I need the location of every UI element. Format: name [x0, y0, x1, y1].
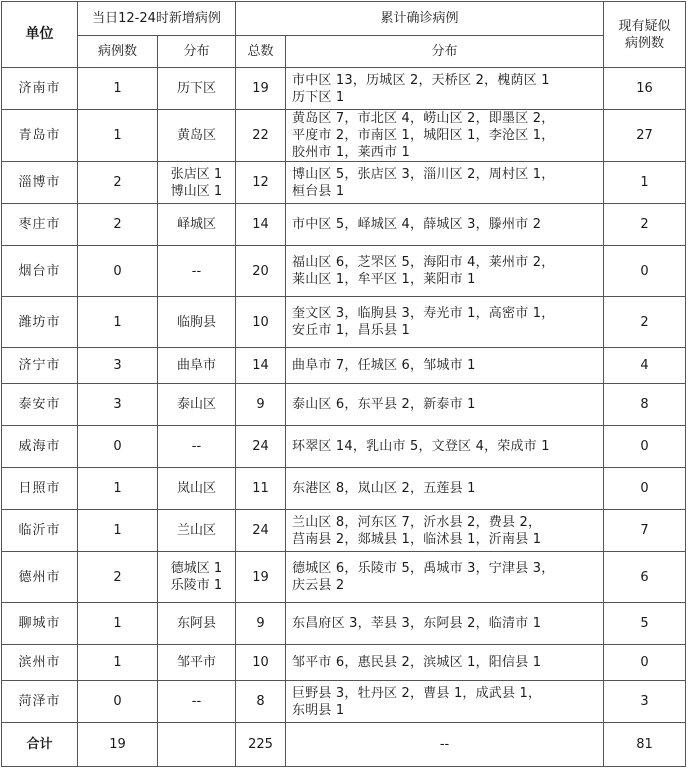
cell-suspected: 1	[604, 162, 686, 204]
cell-total: 14	[236, 204, 286, 246]
cell-new-count: 1	[78, 510, 158, 552]
distribution-line: 安丘市 1，昌乐县 1	[292, 323, 411, 338]
cell-suspected: 0	[604, 246, 686, 297]
cell-city: 淄博市	[2, 162, 78, 204]
new-distribution-line: --	[191, 439, 202, 454]
cell-suspected: 7	[604, 510, 686, 552]
cell-new-count: 1	[78, 468, 158, 510]
table-row	[2, 645, 686, 681]
distribution-line: 博山区 5，张店区 3，淄川区 2，周村区 1，	[292, 166, 555, 182]
header-cumulative-total: 总数	[236, 36, 286, 68]
cell-distribution	[286, 68, 604, 110]
cell-suspected: 0	[604, 426, 686, 468]
table-row	[2, 246, 686, 297]
header-suspected-line1: 现有疑似	[618, 18, 671, 34]
cell-city: 临沂市	[2, 510, 78, 552]
cell-distribution	[286, 384, 604, 426]
cell-city: 聊城市	[2, 603, 78, 645]
new-distribution-line: 东阿县	[176, 616, 216, 631]
cell-suspected: 2	[604, 204, 686, 246]
totals-new-count: 19	[78, 723, 158, 767]
distribution-line: 德城区 6，乐陵市 5，禹城市 3，宁津县 3，	[292, 561, 555, 576]
table-row	[2, 348, 686, 384]
cell-total: 9	[236, 603, 286, 645]
new-distribution-line: 兰山区	[176, 523, 216, 538]
totals-row	[2, 723, 686, 767]
cell-city: 日照市	[2, 468, 78, 510]
cell-distribution	[286, 510, 604, 552]
cell-new-distribution	[158, 510, 236, 552]
cell-new-count: 2	[78, 162, 158, 204]
cell-new-count: 0	[78, 246, 158, 297]
cell-suspected: 0	[604, 468, 686, 510]
new-distribution-line: 德城区 1	[170, 561, 223, 576]
cell-distribution	[286, 297, 604, 348]
cell-city: 青岛市	[2, 110, 78, 162]
cell-distribution	[286, 468, 604, 510]
cell-distribution	[286, 681, 604, 723]
cell-new-count: 1	[78, 68, 158, 110]
distribution-line: 桓台县 1	[292, 183, 345, 199]
cell-suspected: 2	[604, 297, 686, 348]
cell-total: 24	[236, 510, 286, 552]
cell-total: 14	[236, 348, 286, 384]
cell-new-distribution	[158, 468, 236, 510]
cell-suspected: 6	[604, 552, 686, 603]
distribution-line: 东明县 1	[292, 702, 345, 718]
table-row	[2, 603, 686, 645]
table-row	[2, 204, 686, 246]
new-distribution-line: --	[191, 694, 202, 709]
case-table-container	[1, 1, 686, 767]
cell-city: 济南市	[2, 68, 78, 110]
cell-distribution	[286, 348, 604, 384]
cell-new-distribution	[158, 603, 236, 645]
header-new-cases-group: 当日12-24时新增病例	[78, 2, 236, 36]
distribution-line: 巨野县 3，牡丹区 2，曹县 1，成武县 1，	[292, 685, 542, 701]
case-statistics-table	[1, 1, 686, 767]
cell-total: 8	[236, 681, 286, 723]
cell-total: 20	[236, 246, 286, 297]
cell-city: 济宁市	[2, 348, 78, 384]
cell-city: 烟台市	[2, 246, 78, 297]
cell-new-distribution	[158, 297, 236, 348]
distribution-line: 邹平市 6，惠民县 2，滨城区 1，阳信县 1	[292, 655, 542, 670]
cell-new-distribution	[158, 552, 236, 603]
distribution-line: 平度市 2，市南区 1，城阳区 1，李沧区 1，	[292, 128, 555, 143]
cell-distribution	[286, 162, 604, 204]
table-row	[2, 552, 686, 603]
cell-new-distribution	[158, 645, 236, 681]
cell-new-count: 2	[78, 204, 158, 246]
cell-city: 潍坊市	[2, 297, 78, 348]
distribution-line: 福山区 6，芝罘区 5，海阳市 4，莱州市 2，	[292, 255, 555, 270]
cell-new-count: 3	[78, 384, 158, 426]
cell-new-count: 0	[78, 426, 158, 468]
new-distribution-line: 临朐县	[176, 314, 216, 330]
cell-distribution	[286, 426, 604, 468]
header-suspected	[604, 2, 686, 68]
cell-total: 11	[236, 468, 286, 510]
cell-new-distribution	[158, 246, 236, 297]
table-row	[2, 426, 686, 468]
cell-distribution	[286, 552, 604, 603]
cell-city: 威海市	[2, 426, 78, 468]
distribution-line: 黄岛区 7，市北区 4，崂山区 2，即墨区 2，	[292, 111, 555, 126]
cell-new-distribution	[158, 348, 236, 384]
cell-total: 10	[236, 297, 286, 348]
header-cumulative-distribution: 分布	[286, 36, 604, 68]
cell-distribution	[286, 603, 604, 645]
cell-city: 泰安市	[2, 384, 78, 426]
distribution-line: 东昌府区 3，莘县 3，东阿县 2，临清市 1	[292, 616, 542, 631]
header-suspected-line2: 病例数	[625, 35, 665, 51]
distribution-line: 兰山区 8，河东区 7，沂水县 2，费县 2，	[292, 514, 542, 530]
cell-new-count: 3	[78, 348, 158, 384]
distribution-line: 胶州市 1，莱西市 1	[292, 145, 411, 160]
totals-distribution: --	[286, 723, 604, 767]
distribution-line: 泰山区 6，东平县 2，新泰市 1	[292, 397, 476, 412]
cell-suspected: 5	[604, 603, 686, 645]
cell-suspected: 16	[604, 68, 686, 110]
cell-distribution	[286, 246, 604, 297]
cell-new-distribution	[158, 204, 236, 246]
cell-new-distribution	[158, 68, 236, 110]
cell-suspected: 0	[604, 645, 686, 681]
cell-total: 22	[236, 110, 286, 162]
cell-new-distribution	[158, 162, 236, 204]
cell-suspected: 4	[604, 348, 686, 384]
new-distribution-line: 泰山区	[176, 397, 216, 412]
distribution-line: 庆云县 2	[292, 578, 345, 593]
new-distribution-line: 曲阜市	[176, 358, 216, 373]
cell-city: 枣庄市	[2, 204, 78, 246]
table-row	[2, 681, 686, 723]
new-distribution-line: --	[191, 263, 202, 279]
table-row	[2, 110, 686, 162]
totals-new-distribution	[158, 723, 236, 767]
totals-suspected: 81	[604, 723, 686, 767]
distribution-line: 市中区 5，峄城区 4，薛城区 3，滕州市 2	[292, 217, 542, 232]
cell-new-distribution	[158, 426, 236, 468]
totals-label: 合计	[2, 723, 78, 767]
table-body	[2, 68, 686, 723]
distribution-line: 历下区 1	[292, 89, 345, 105]
header-cumulative-group: 累计确诊病例	[236, 2, 604, 36]
table-row	[2, 468, 686, 510]
cell-new-distribution	[158, 384, 236, 426]
header-unit: 单位	[2, 2, 78, 68]
cell-city: 滨州市	[2, 645, 78, 681]
cell-distribution	[286, 110, 604, 162]
distribution-line: 东港区 8，岚山区 2，五莲县 1	[292, 481, 476, 496]
cell-distribution	[286, 204, 604, 246]
cell-total: 9	[236, 384, 286, 426]
cell-total: 19	[236, 552, 286, 603]
cell-new-count: 1	[78, 297, 158, 348]
distribution-line: 曲阜市 7，任城区 6，邹城市 1	[292, 358, 476, 373]
cell-total: 10	[236, 645, 286, 681]
new-distribution-line: 张店区 1	[170, 166, 223, 182]
cell-new-count: 1	[78, 645, 158, 681]
cell-new-count: 2	[78, 552, 158, 603]
cell-new-distribution	[158, 681, 236, 723]
new-distribution-line: 黄岛区	[176, 128, 216, 143]
cell-new-count: 1	[78, 110, 158, 162]
totals-total: 225	[236, 723, 286, 767]
cell-city: 菏泽市	[2, 681, 78, 723]
cell-total: 24	[236, 426, 286, 468]
cell-total: 12	[236, 162, 286, 204]
cell-new-distribution	[158, 110, 236, 162]
table-row	[2, 384, 686, 426]
cell-new-count: 0	[78, 681, 158, 723]
cell-distribution	[286, 645, 604, 681]
header-new-distribution: 分布	[158, 36, 236, 68]
distribution-line: 莱山区 1，牟平区 1，莱阳市 1	[292, 272, 476, 287]
cell-suspected: 8	[604, 384, 686, 426]
cell-total: 19	[236, 68, 286, 110]
new-distribution-line: 历下区	[176, 81, 216, 96]
new-distribution-line: 峄城区	[176, 217, 216, 232]
new-distribution-line: 邹平市	[176, 655, 216, 670]
cell-city: 德州市	[2, 552, 78, 603]
new-distribution-line: 岚山区	[176, 481, 216, 496]
distribution-line: 莒南县 2，郯城县 1，临沭县 1，沂南县 1	[292, 531, 542, 547]
new-distribution-line: 乐陵市 1	[170, 578, 223, 593]
new-distribution-line: 博山区 1	[170, 183, 223, 199]
distribution-line: 奎文区 3，临朐县 3，寿光市 1，高密市 1，	[292, 306, 555, 321]
header-new-count: 病例数	[78, 36, 158, 68]
table-row	[2, 297, 686, 348]
cell-new-count: 1	[78, 603, 158, 645]
table-row	[2, 510, 686, 552]
distribution-line: 环翠区 14，乳山市 5，文登区 4，荣成市 1	[292, 439, 550, 454]
distribution-line: 市中区 13，历城区 2，天桥区 2，槐荫区 1	[292, 72, 550, 88]
table-row	[2, 68, 686, 110]
cell-suspected: 3	[604, 681, 686, 723]
table-row	[2, 162, 686, 204]
cell-suspected: 27	[604, 110, 686, 162]
